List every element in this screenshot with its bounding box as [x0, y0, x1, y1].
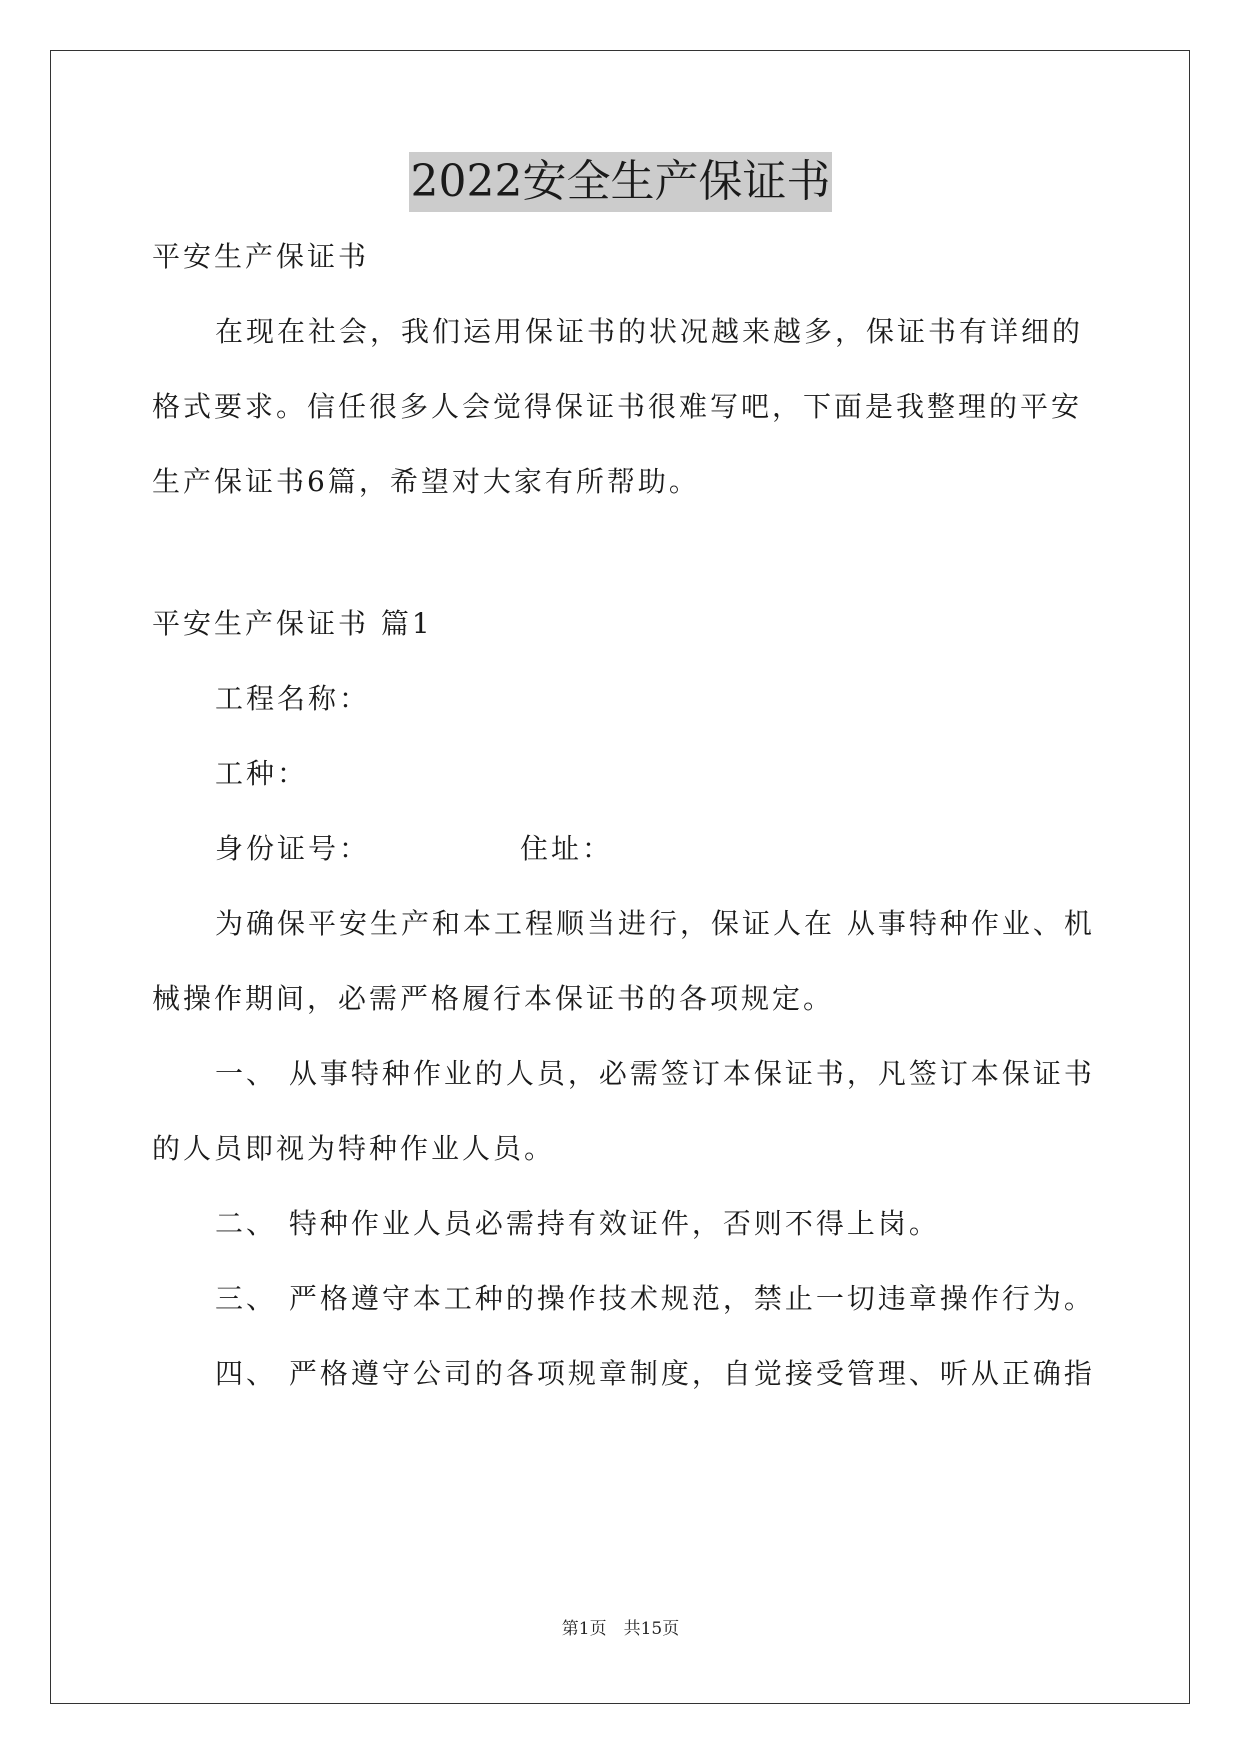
- section-heading: 平安生产保证书 篇1: [152, 607, 433, 640]
- page-footer: 第1页 共15页: [561, 1619, 680, 1639]
- clause-4-line-1: 四、 严格遵守公司的各项规章制度，自觉接受管理、听从正确指: [215, 1357, 1095, 1390]
- clause-1-line-2: 的人员即视为特种作业人员。: [152, 1132, 556, 1165]
- field-address: 住址：: [520, 832, 614, 865]
- title-wrap: [0, 152, 1241, 212]
- body-line-1: 为确保平安生产和本工程顺当进行，保证人在 从事特种作业、机: [215, 907, 1095, 940]
- clause-3: 三、 严格遵守本工种的操作技术规范，禁止一切违章操作行为。: [215, 1282, 1095, 1315]
- subtitle: 平安生产保证书: [152, 240, 370, 273]
- clause-2: 二、 特种作业人员必需持有效证件，否则不得上岗。: [215, 1207, 940, 1240]
- intro-line-1: 在现在社会，我们运用保证书的状况越来越多，保证书有详细的: [215, 315, 1084, 348]
- clause-1-line-1: 一、 从事特种作业的人员，必需签订本保证书，凡签订本保证书: [215, 1057, 1095, 1090]
- intro-line-3: 生产保证书6篇，希望对大家有所帮助。: [152, 465, 700, 498]
- page-border: [50, 50, 1190, 1704]
- field-work-type: 工种：: [215, 757, 309, 790]
- field-row-id-address: [215, 829, 613, 869]
- body-line-2: 械操作期间，必需严格履行本保证书的各项规定。: [152, 982, 835, 1015]
- field-project-name: 工程名称：: [215, 682, 371, 715]
- field-id-number: 身份证号：: [215, 832, 371, 865]
- document-title: 2022安全生产保证书: [409, 152, 833, 212]
- intro-line-2: 格式要求。信任很多人会觉得保证书很难写吧，下面是我整理的平安: [152, 390, 1083, 423]
